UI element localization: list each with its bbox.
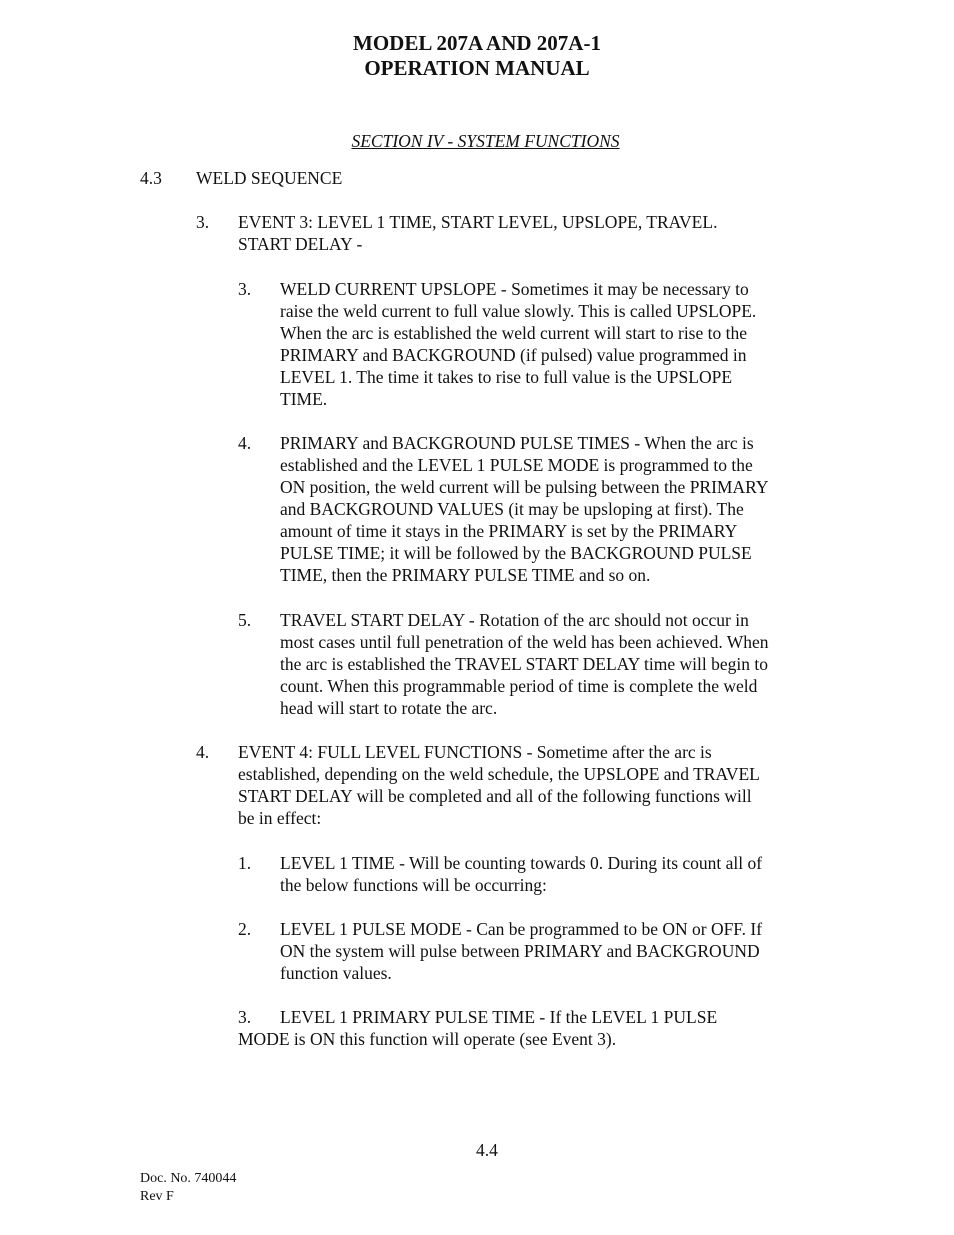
paragraph-line: function values. [280,963,392,983]
paragraph-line: established and the LEVEL 1 PULSE MODE is programmed to the [280,455,753,475]
paragraph-line: ON the system will pulse between PRIMARY and BACKGROUND [280,941,760,961]
paragraph-line: established, depending on the weld schedule, the UPSLOPE and TRAVEL [238,764,760,784]
page-number: 4.4 [476,1140,498,1160]
event3-item-number: 5. [238,610,252,630]
level1-time-paragraph [280,852,815,896]
event4-item-number: 3. [238,1007,252,1027]
weld-current-upslope-paragraph [280,278,815,410]
paragraph-line: amount of time it stays in the PRIMARY is set by the PRIMARY [280,521,738,541]
paragraph-line: be in effect: [238,808,322,828]
paragraph-line: most cases until full penetration of the weld has been achieved. When [280,632,769,652]
paragraph-line: PULSE TIME; it will be followed by the BACKGROUND PULSE [280,543,752,563]
section-title: SECTION IV - SYSTEM FUNCTIONS [351,131,620,151]
revision: Rev F [140,1189,174,1204]
title-line-1: MODEL 207A AND 207A-1 [353,31,601,55]
primary-pulse-time-line-1: LEVEL 1 PRIMARY PULSE TIME - If the LEVEL 1 PULSE [280,1007,718,1027]
paragraph-line: LEVEL 1. The time it takes to rise to full value is the UPSLOPE [280,367,733,387]
event3-item-number: 4. [238,433,252,453]
event3-item-number: 3. [238,279,252,299]
paragraph-line: PRIMARY and BACKGROUND (if pulsed) value programmed in [280,345,747,365]
event4-paragraph [238,741,773,829]
subsection-number: 4.3 [140,168,162,188]
event3-number: 3. [196,212,210,232]
level1-pulse-mode-paragraph [280,918,815,984]
paragraph-line: ON position, the weld current will be pulsing between the PRIMARY [280,477,769,497]
event4-item-number: 1. [238,853,252,873]
paragraph-line: and BACKGROUND VALUES (it may be upsloping at first). The [280,499,744,519]
paragraph-line: LEVEL 1 TIME - Will be counting towards 0. During its count all of [280,853,763,873]
event4-item-number: 2. [238,919,252,939]
paragraph-line: the below functions will be occurring: [280,875,547,895]
event3-heading [238,211,773,255]
primary-pulse-time-line-2: MODE is ON this function will operate (see Event 3). [238,1029,617,1049]
paragraph-line: TIME, then the PRIMARY PULSE TIME and so on. [280,565,651,585]
paragraph-line: TIME. [280,389,328,409]
subsection-title: WELD SEQUENCE [196,168,343,188]
doc-number: Doc. No. 740044 [140,1171,237,1186]
paragraph-line: When the arc is established the weld current will start to rise to the [280,323,748,343]
paragraph-line: PRIMARY and BACKGROUND PULSE TIMES - When the arc is [280,433,754,453]
event3-line: START DELAY - [238,234,363,254]
paragraph-line: head will start to rotate the arc. [280,698,498,718]
paragraph-line: WELD CURRENT UPSLOPE - Sometimes it may be necessary to [280,279,749,299]
paragraph-line: START DELAY will be completed and all of the following functions will [238,786,752,806]
travel-start-delay-paragraph [280,609,815,719]
paragraph-line: raise the weld current to full value slowly. This is called UPSLOPE. [280,301,757,321]
title-line-2: OPERATION MANUAL [364,56,590,80]
event3-line: EVENT 3: LEVEL 1 TIME, START LEVEL, UPSLOPE, TRAVEL. [238,212,718,232]
paragraph-line: count. When this programmable period of time is complete the weld [280,676,758,696]
paragraph-line: LEVEL 1 PULSE MODE - Can be programmed to be ON or OFF. If [280,919,763,939]
paragraph-line: EVENT 4: FULL LEVEL FUNCTIONS - Sometime after the arc is [238,742,712,762]
pulse-times-paragraph [280,432,815,586]
event4-number: 4. [196,742,210,762]
paragraph-line: the arc is established the TRAVEL START DELAY time will begin to [280,654,768,674]
paragraph-line: TRAVEL START DELAY - Rotation of the arc should not occur in [280,610,749,630]
